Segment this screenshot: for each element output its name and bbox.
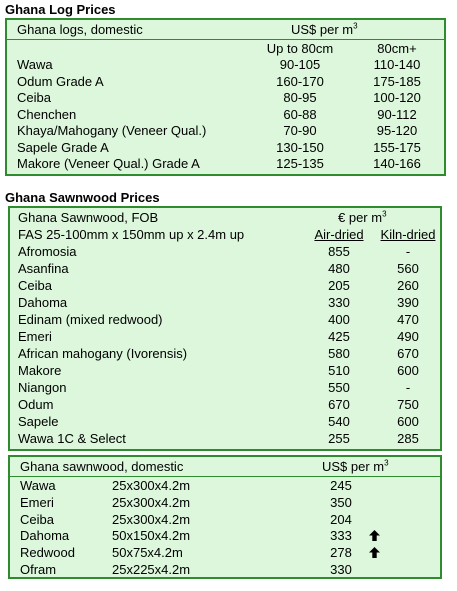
log-header-label: Ghana logs, domestic [17,22,143,37]
table-row [10,278,440,294]
price: 350 [330,494,352,510]
price-80cm-plus: 155-175 [373,139,421,155]
dimension: 50x150x4.2m [112,528,191,544]
price-air-dried: 205 [328,278,350,293]
species-name: Ofram [20,562,57,577]
log-header-row [7,22,444,38]
table-row [10,363,440,379]
price-kiln-dried: 490 [397,329,419,344]
dimension: 50x75x4.2m [112,545,183,561]
species-name: Redwood [20,545,75,561]
dimension: 25x300x4.2m [112,511,191,527]
table-row [7,90,444,106]
table-row [7,74,444,90]
sawn-spec-row [10,227,440,243]
species-name: Afromosia [18,244,77,259]
species-name: Sapele [18,414,59,429]
sawn-col-header-kiln-dried: Kiln-dried [380,227,436,242]
species-name: Ceiba [20,511,54,527]
table-row [7,156,444,172]
price-kiln-dried: 560 [397,261,419,276]
table-row [10,397,440,413]
dom-header-divider [10,476,440,477]
table-row [10,545,440,561]
price: 333 [330,528,352,544]
price-kiln-dried: 285 [397,431,419,446]
species-name: Khaya/Mahogany (Veneer Qual.) [17,123,207,138]
dimension: 25x300x4.2m [112,494,191,510]
log-subheader-row [7,41,444,57]
up-arrow-icon [369,547,380,558]
price-kiln-dried: 600 [397,414,419,429]
price-kiln-dried: 390 [397,295,419,310]
table-row [10,346,440,362]
dom-header-row [10,459,440,475]
price-kiln-dried: - [405,244,411,259]
price-kiln-dried: 670 [397,346,419,361]
table-row [10,478,440,494]
table-row [10,329,440,345]
table-row [10,495,440,511]
price-air-dried: 540 [328,414,350,429]
species-name: Dahoma [20,528,70,544]
table-row [7,57,444,73]
dimension: 25x300x4.2m [112,478,191,493]
domestic-sawnwood-table [8,455,442,579]
species-name: Dahoma [18,295,68,310]
sawn-header-label: Ghana Sawnwood, FOB [18,210,159,225]
species-name: Emeri [20,494,54,510]
price-kiln-dried: - [405,380,411,395]
table-row [7,140,444,156]
dimension: 25x225x4.2m [112,562,191,577]
price-up-to-80cm: 70-90 [283,123,317,138]
price-air-dried: 480 [328,261,350,276]
price-air-dried: 855 [328,244,350,259]
species-name: Makore [18,363,62,378]
price-air-dried: 330 [328,295,350,310]
dom-unit-label: US$ per $m^3$ [322,458,389,474]
species-name: African mahogany (Ivorensis) [18,346,188,361]
price-air-dried: 510 [328,363,350,378]
species-name: Ceiba [18,278,52,293]
price-air-dried: 550 [328,380,350,395]
table-row [10,512,440,528]
log-unit-label: US$ per $m^3$ [291,21,358,37]
table-row [10,528,440,544]
table-row [10,295,440,311]
price-kiln-dried: 600 [397,363,419,378]
table-row [10,244,440,260]
sawn-header-row [10,210,440,226]
species-name: Odum [18,397,54,412]
price-up-to-80cm: 80-95 [283,90,317,105]
price-up-to-80cm: 125-135 [276,156,324,171]
price-up-to-80cm: 60-88 [283,106,317,122]
price: 330 [330,562,352,577]
price-up-to-80cm: 160-170 [276,73,324,89]
log-col-header-up-to-80cm: Up to 80cm [266,41,334,56]
species-name: Niangon [18,380,67,395]
species-name: Emeri [18,329,52,344]
table-row [10,261,440,277]
species-name: Wawa 1C & Select [18,431,126,446]
dom-header-label: Ghana sawnwood, domestic [20,459,184,474]
price-80cm-plus: 175-185 [373,73,421,89]
table-row [10,414,440,430]
sawn-col-header-air-dried: Air-dried [314,227,364,242]
species-name: Chenchen [17,106,77,122]
species-name: Wawa [17,57,53,72]
species-name: Odum Grade A [17,73,104,89]
log-prices-table [5,18,446,176]
table-row [10,312,440,328]
sawn-spec-label: FAS 25-100mm x 150mm up x 2.4m up [18,227,245,242]
table-row [7,123,444,139]
price-80cm-plus: 95-120 [376,123,418,138]
species-name: Asanfina [18,261,69,276]
price-up-to-80cm: 90-105 [279,57,321,72]
price-kiln-dried: 470 [397,312,419,327]
species-name: Sapele Grade A [17,139,109,155]
species-name: Makore (Veneer Qual.) Grade A [17,156,200,171]
log-prices-title: Ghana Log Prices [5,2,116,17]
price-air-dried: 400 [328,312,350,327]
price-air-dried: 580 [328,346,350,361]
price-up-to-80cm: 130-150 [276,139,324,155]
table-row [10,562,440,578]
sawnwood-prices-table [8,206,442,451]
table-row [7,107,444,123]
price-80cm-plus: 90-112 [377,106,417,122]
log-header-divider [7,39,444,40]
table-row [10,431,440,447]
sawnwood-prices-title: Ghana Sawnwood Prices [5,190,160,205]
price: 204 [330,511,352,527]
price-air-dried: 425 [328,329,350,344]
species-name: Edinam (mixed redwood) [18,312,163,327]
price: 278 [330,545,352,561]
price-80cm-plus: 140-166 [373,156,421,171]
price: 245 [330,478,352,493]
price-kiln-dried: 750 [397,397,419,412]
log-col-header-80cm-plus: 80cm+ [377,41,417,56]
table-row [10,380,440,396]
price-kiln-dried: 260 [397,278,419,293]
up-arrow-icon [369,530,380,541]
species-name: Wawa [20,478,56,493]
price-air-dried: 670 [328,397,350,412]
price-80cm-plus: 100-120 [373,90,421,105]
price-80cm-plus: 110-140 [373,57,421,72]
sawn-unit-label: € per $m^3$ [338,209,387,225]
price-air-dried: 255 [328,431,350,446]
species-name: Ceiba [17,90,51,105]
